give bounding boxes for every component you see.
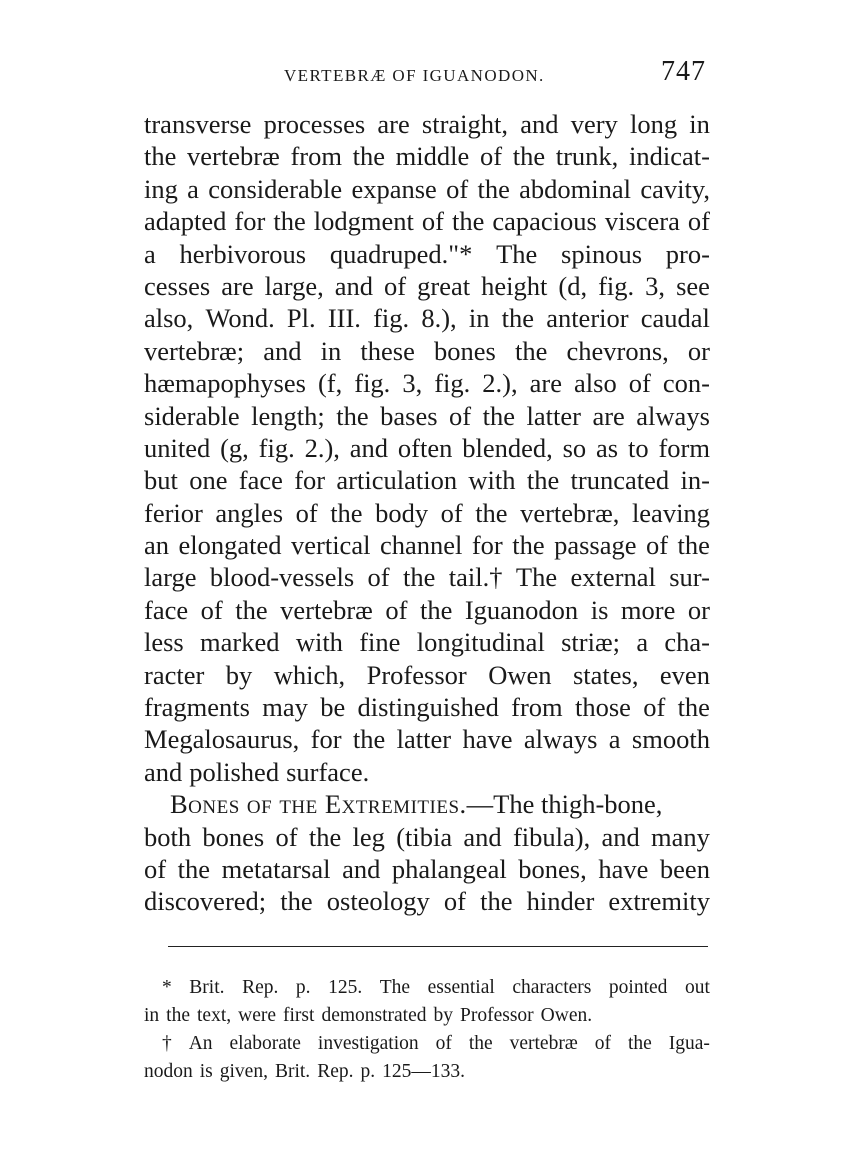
text-line: hæmapophyses (f, fig. 3, fig. 2.), are also of con-: [144, 368, 710, 399]
text-line: of the metatarsal and phalangeal bones, have been: [144, 853, 710, 884]
text-line: and polished surface.: [144, 756, 370, 787]
running-head: VERTEBRÆ OF IGUANODON.: [284, 66, 545, 85]
section-first-line: [144, 788, 710, 820]
text-line: adapted for the lodgment of the capacious viscera of: [144, 206, 710, 237]
page-header: [144, 56, 710, 96]
text-line: face of the vertebræ of the Iguanodon is more or: [144, 594, 710, 625]
text-line: a herbivorous quadruped."* The spinous pro-: [144, 238, 710, 269]
footnote-line: nodon is given, Brit. Rep. p. 125—133.: [144, 1061, 465, 1082]
text-line: large blood-vessels of the tail.† The external sur-: [144, 562, 710, 593]
text-line: vertebræ; and in these bones the chevrons, or: [144, 335, 710, 366]
section-heading: Bones of the Extremities.: [170, 789, 467, 820]
text-line: an elongated vertical channel for the passage of the: [144, 530, 710, 561]
text-line: siderable length; the bases of the latter are always: [144, 400, 710, 431]
section-line-text: —The thigh-bone,: [466, 789, 663, 820]
text-line: united (g, fig. 2.), and often blended, so as to form: [144, 432, 710, 463]
text-line: fragments may be distinguished from those of the: [144, 692, 710, 723]
body-text: [144, 108, 710, 918]
text-line: Megalosaurus, for the latter have always a smooth: [144, 724, 710, 755]
text-line: racter by which, Professor Owen states, even: [144, 659, 710, 690]
text-line: but one face for articulation with the truncated in-: [144, 465, 710, 496]
text-line: ing a considerable expanse of the abdominal cavity,: [144, 173, 710, 204]
footnote-line: † An elaborate investigation of the vertebræ of the Igua-: [162, 1033, 710, 1054]
text-line: ferior angles of the body of the vertebræ, leaving: [144, 497, 710, 528]
text-line: also, Wond. Pl. III. fig. 8.), in the anterior caudal: [144, 303, 710, 334]
footnote-line: in the text, were first demonstrated by Professor Owen.: [144, 1005, 593, 1026]
text-line: both bones of the leg (tibia and fibula), and many: [144, 821, 710, 852]
text-line: cesses are large, and of great height (d, fig. 3, see: [144, 270, 710, 301]
text-line: discovered; the osteology of the hinder extremity: [144, 886, 710, 917]
footnote-line: * Brit. Rep. p. 125. The essential characters pointed out: [162, 977, 710, 998]
text-line: the vertebræ from the middle of the trunk, indicat-: [144, 141, 710, 172]
footnotes: [144, 974, 710, 1086]
page-number: 747: [661, 56, 706, 87]
text-line: less marked with fine longitudinal striæ; a cha-: [144, 627, 710, 658]
text-line: transverse processes are straight, and very long in: [144, 109, 710, 139]
footnote-rule: [168, 946, 708, 947]
